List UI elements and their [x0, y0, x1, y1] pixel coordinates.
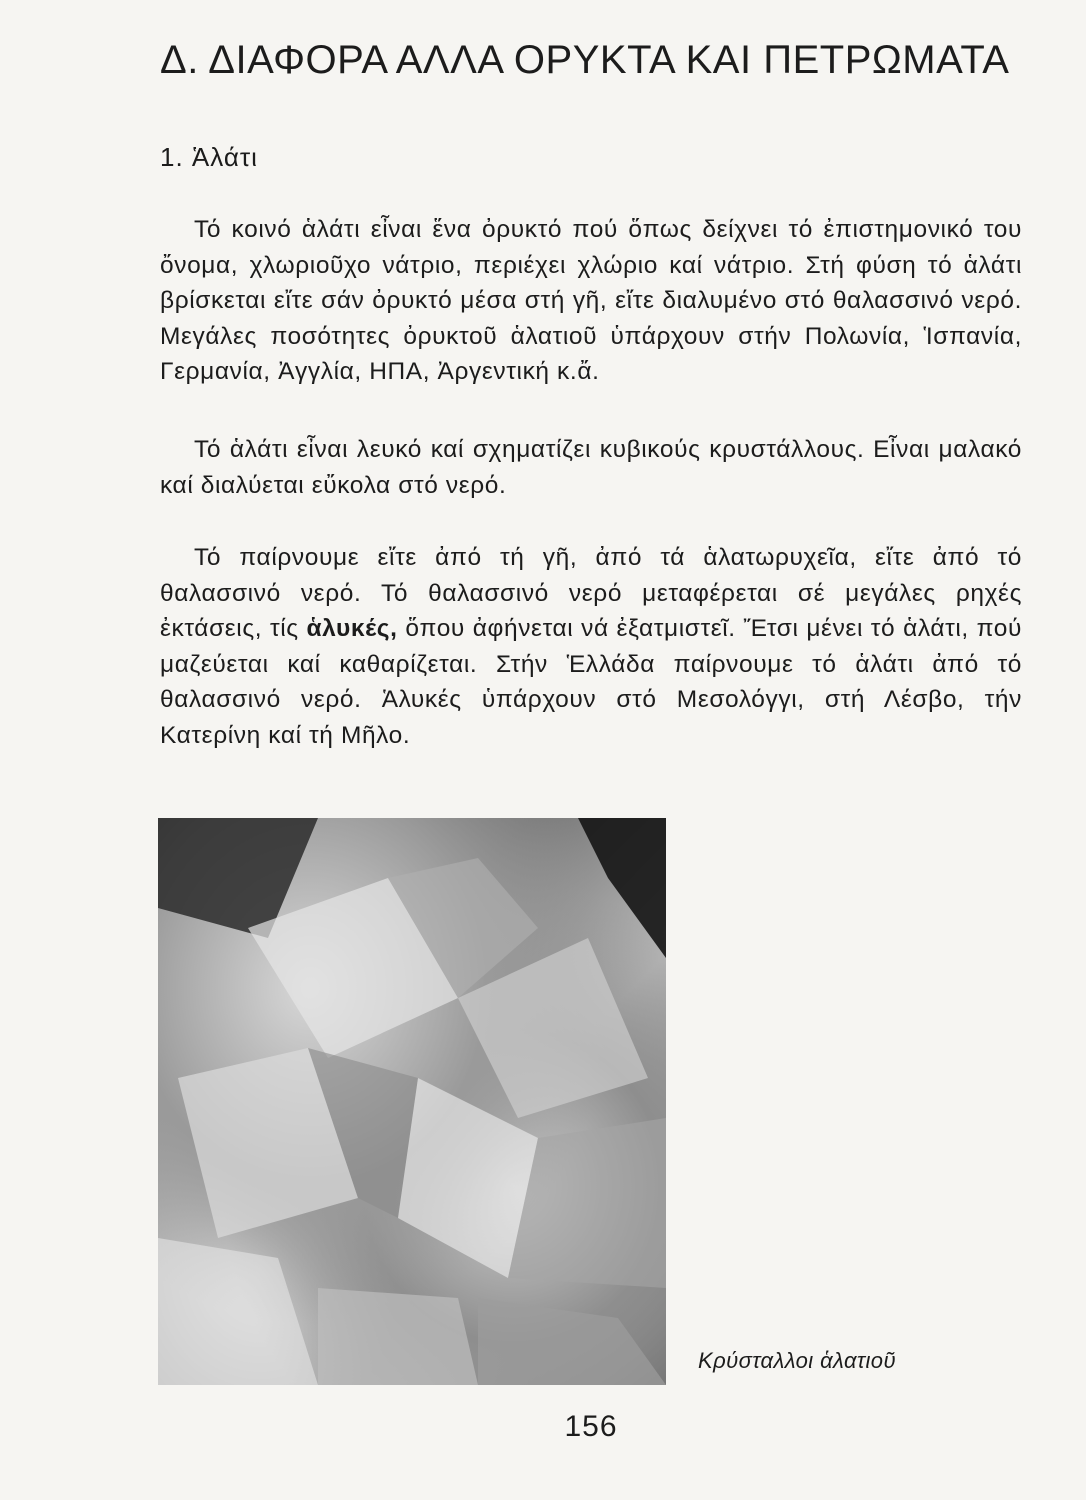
figure-caption: Κρύσταλλοι ἁλατιοῦ — [698, 1348, 896, 1373]
page-number — [0, 1410, 1086, 1444]
paragraph-1-text: Τό κοινό ἁλάτι εἶναι ἕνα ὀρυκτό πού ὅπως δείχνει τό ἐπιστημονικό του ὄνομα, χλωριοῦχο νάτριο, περιέχει χλώριο καί νάτριο. Στή φύση τό ἁλάτι βρίσκεται εἴτε σάν ὀρυκτό μέσα στή γῆ, εἴτε διαλυμένο στό θαλασσινό νερό. Μεγάλες ποσότητες ὀρυκτοῦ ἁλατιοῦ ὑπάρχουν στήν Πολωνία, Ἱσπανία, Γερμανία, Ἀγγλία, ΗΠΑ, Ἀργεντική κ.ἄ. — [160, 216, 1022, 385]
section-title: 1. Ἁλάτι — [160, 142, 258, 172]
paragraph-3-text — [160, 540, 1022, 753]
paragraph-1 — [160, 212, 1022, 390]
crystal-facets-image — [158, 818, 666, 1385]
paragraph-3-after: ὅπου ἀφήνεται νά ἐξατμιστεῖ. Ἔτσι μένει τό ἁλάτι, πού μαζεύεται καί καθαρίζεται. Στήν Ἑλλάδα παίρνουμε τό ἁλάτι ἀπό τό θαλασσινό νερό. Ἁλυκές ὑπάρχουν στό Μεσολόγγι, στή Λέσβο, τήν Κατερίνη καί τή Μῆλο. — [160, 615, 1022, 749]
paragraph-2-text: Τό ἁλάτι εἶναι λευκό καί σχηματίζει κυβικούς κρυστάλλους. Εἶναι μαλακό καί διαλύεται εὔκολα στό νερό. — [160, 436, 1022, 499]
paragraph-3-bold-term: ἁλυκές, — [306, 615, 398, 642]
chapter-heading: Δ. ΔΙΑΦΟΡΑ ΑΛΛΑ ΟΡΥΚΤΑ ΚΑΙ ΠΕΤΡΩΜΑΤΑ — [160, 38, 1010, 82]
salt-crystals-photo — [158, 818, 666, 1385]
paragraph-2 — [160, 432, 1022, 503]
page-number-text: 156 — [564, 1410, 618, 1443]
paragraph-3-before: Τό παίρνουμε εἴτε ἀπό τή γῆ, ἀπό τά ἁλατωρυχεῖα, εἴτε ἀπό τό θαλασσινό νερό. Τό θαλασσινό νερό μεταφέρεται σέ μεγάλες ρηχές ἐκτάσεις, τίς — [160, 544, 1022, 642]
paragraph-3 — [160, 540, 1022, 753]
